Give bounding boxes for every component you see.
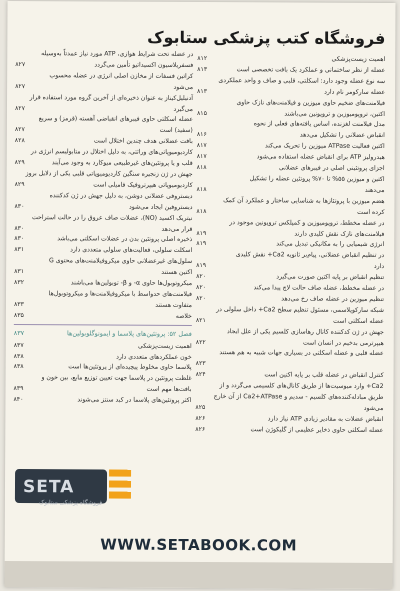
toc-entry-text: کراتین فسفات از مخازن اصلی انرژی در عضله محسوب: [49, 72, 194, 80]
toc-entry-text: هیدرولیز ATP برای انقباض عضله استفاده می‌شود: [256, 153, 385, 162]
toc-entry-page: ۸۳۹: [13, 385, 24, 393]
toc-entry-text: هضم میوزین با پروتئازها به شناسایی ساختار و عملکرد آن کمک: [223, 196, 385, 205]
store-title: فروشگاه کتب پزشکی ستابوک: [147, 27, 386, 48]
toc-entry-text: فیلامنت‌های ضخیم حاوی میوزین و فیلامنت‌های نازک حاوی: [236, 98, 386, 107]
toc-entry-text: بافت عضلانی هدف چندین اختلال است: [93, 137, 193, 146]
toc-entry-page: ۸۱۶: [196, 131, 207, 139]
toc-left-top: [14, 49, 193, 323]
toc-entry-text: خلاصه: [175, 312, 192, 320]
toc-entry: [13, 395, 191, 407]
toc-entry-text: اهمیت زیست‌پزشکی: [138, 342, 192, 350]
toc-entry-page: ۸۲۱: [195, 316, 206, 324]
toc-entry-page: ۸۱۹: [196, 262, 207, 270]
toc-entry-page: ۸۱۵: [196, 109, 207, 117]
toc-entry-text: (سفید) است: [159, 127, 193, 135]
toc-entry-page: ۸۲۹: [14, 180, 25, 188]
toc-entry-page: ۸۴۰: [13, 396, 24, 404]
toc-entry-text: انقباض عضلات به مقادیر زیادی ATP نیاز دارد: [267, 415, 384, 423]
chapter-page: ۸۳۷: [13, 328, 25, 337]
toc-entry-text: اکتین و میوزین ۵۵% تا ۷۰% پروتئین عضله را تشکیل: [249, 175, 385, 183]
logo-text: SETA: [22, 477, 75, 498]
toc-entry-text: اهمیت زیست‌پزشکی: [331, 55, 386, 63]
toc-entry-text: غلظت پروتئین در پلاسما جهت تعیین توزیع مایع، بین خون و: [41, 374, 192, 383]
toc-entry-text: در تنظیم انقباض عضلانی، پیام‌بر ثانویه Ca2+ نقش کلیدی: [235, 251, 385, 260]
toc-entry-page: ۸۲۰: [196, 284, 207, 292]
toc-entry-text: جهش در ژن زنجیره سنگین کاردیومیوپاتی قلبی یکی از دلایل بروز: [25, 170, 193, 178]
toc-entry-page: ۸۳۵: [13, 311, 24, 319]
toc-entry-text: جهش در ژن کدکننده کانال رهاسازی کلسیم یکی از علل ایجاد: [226, 327, 384, 336]
toc-entry-text: خون عملکردهای متعددی دارد: [116, 353, 192, 361]
toc-entry-text: سلول‌های غیرعضلانی حاوی میکروفیلامنت‌های محتوی G: [48, 257, 193, 266]
toc-entry-page: ۸۲۵: [195, 403, 206, 412]
toc-entry-text: می‌شود: [363, 404, 384, 412]
toc-entry-text: می‌گیرد: [173, 105, 193, 113]
toc-entry-page: ۸۲۷: [14, 126, 25, 134]
seta-logo: [15, 465, 139, 510]
toc-entry-page: ۸۲۷: [15, 82, 26, 90]
toc-entry-text: می‌دهند: [364, 186, 385, 194]
toc-entry-text: طریق مبادله‌کننده‌های کلسیم - سدیم و Ca2+ATPase از آن خارج: [213, 393, 384, 402]
toc-entry-text: میکروتوبول‌ها حاوی α- و β- توبولین‌ها می‌باشند: [70, 279, 193, 287]
toc-entry-page: ۸۲۳: [195, 360, 206, 368]
toc-entry-page: ۸۱۳: [197, 87, 208, 95]
toc-entry-page: ۸۲۶: [195, 425, 206, 433]
footer-band: [4, 561, 392, 589]
toc-entry-page: ۸۳۳: [13, 300, 24, 308]
toc-entry-page: ۸۲۰: [195, 294, 206, 302]
toc-entry-text: سه نوع عضله وجود دارد: اسکلتی، قلبی و صاف و واحد عملکردی: [218, 76, 386, 85]
toc-entry-page: ۸۱۲: [197, 54, 208, 63]
toc-entry-page: ۸۳۱: [14, 246, 25, 254]
toc-entry-text: دیستروفین ایجاد می‌شود: [129, 203, 193, 211]
website-url: WWW.SETABOOK.COM: [100, 535, 298, 555]
toc-entry-text: نیتریک اکسید (NO)، عضلات صاف عروق را در حالت استراحت: [31, 213, 193, 222]
toc-entry-page: ۸۱۸: [196, 164, 207, 172]
toc-entry-text: می‌شود: [173, 83, 194, 91]
toc-entry-page: ۸۲۹: [14, 159, 25, 167]
toc-entry-text: انقباض عضلانی را تشکیل می‌دهد: [299, 131, 385, 140]
toc-entry-text: فسفریلاسیون اکسیداتیو تأمین می‌گردد: [94, 61, 194, 69]
toc-entry-text: اسکلت سلولی، فعالیت‌های سلولی متعددی دارد: [70, 246, 193, 255]
toc-entry-text: در عضله مخطط، عضله صاف حالت لاچ پیدا می‌کند: [253, 284, 385, 292]
toc-entry-text: متفاوت هستند: [155, 301, 192, 309]
toc-entry-page: ۸۳۰: [14, 235, 25, 243]
toc-entry-page: ۸۲۶: [195, 414, 206, 422]
toc-entry-page: ۸۱۸: [196, 207, 207, 215]
toc-entry-text: دیستروفی عضلانی دوشن، به دلیل جهش در ژن کدکننده: [49, 191, 193, 200]
toc-entry-page: ۸۳۷: [13, 341, 24, 349]
toc-entry-page: ۸۳۸: [13, 363, 24, 371]
toc-left-bottom: [13, 341, 191, 407]
toc-entry-text: عضله از نظر ساختمانی و عملکرد یک بافت تخصصی است: [236, 66, 386, 74]
toc-entry-text: تنظیم انقباض بر پایه اکتین صورت می‌گیرد: [276, 273, 385, 282]
toc-entry-text: کاردیومیوپاتی هیپرتروفیک فامیلی است: [93, 181, 193, 189]
toc-entry-page: ۸۲۷: [14, 104, 25, 112]
toc-entry-page: ۸۳۲: [14, 279, 25, 287]
toc-entry-page: ۸۲۰: [196, 273, 207, 281]
toc-entry-text: عضله اسکلتی حاوی فیبرهای انقباضی آهسته (قرمز) و سریع: [38, 115, 193, 124]
toc-entry-text: قلب و یا پروتئین‌های غیرطبیعی میوکارد به وجود می‌آیند: [51, 159, 193, 168]
toc-entry-text: آدنیلیل‌کیناز به عنوان ذخیره‌ای از آخرین گروه مورد استفاده قرار: [29, 93, 194, 102]
toc-entry-text: فیلامنت‌های حدواسط با میکروفیلامنت‌ها و میکروتوبول‌ها: [48, 290, 193, 298]
toc-entry-text: [210, 359, 384, 371]
toc-entry-page: ۸۲۲: [195, 338, 206, 346]
toc-entry-text: دارد: [373, 263, 385, 271]
toc-entry-page: ۸۲۷: [15, 60, 26, 68]
toc-entry-text: در عضله مخطط، تروپومیوزین و کمپلکس تروپونین موجود در: [229, 218, 385, 227]
toc-entry-text: کاردیومیوپاتی‌های وراثتی، به دلیل اختلال در متابولیسم انرژی در: [30, 148, 193, 157]
logo-mark-icon: [107, 466, 135, 506]
toc-entry-text: اجزای پروتئینی اصلی در فیبرهای عضلانی: [279, 164, 385, 173]
toc-entry-text: مدل فیلامنت لغزنده، اساس یافته‌های فعلی از نحوه: [253, 120, 385, 129]
toc-entry-text: در عضله تحت شرایط هوازی، ATP مورد نیاز عمدتاً به‌وسیله: [41, 50, 194, 58]
toc-entry-page: ۸۱۹: [196, 229, 207, 237]
toc-entry-text: اکتین هستند: [161, 268, 193, 277]
toc-entry: [195, 425, 383, 437]
toc-entry-page: ۸۱۷: [196, 142, 207, 150]
toc-left-column: [13, 49, 193, 407]
toc-entry-text: عضله اسکلتی حاوی ذخایر عظیمی از گلیکوژن است: [250, 426, 384, 434]
toc-entry-page: ۸۲۸: [14, 137, 25, 145]
toc-entry: [14, 311, 192, 323]
toc-entry-text: عضله اسکلتی است: [333, 317, 384, 325]
toc-entry-page: ۸۱۳: [197, 65, 208, 73]
logo-badge: [15, 469, 107, 507]
toc-entry-text: کنترل انقباض در عضله قلب بر پایه اکتین است: [264, 371, 384, 380]
toc-entry-page: ۸۱۷: [196, 153, 207, 161]
toc-entry-page: ۸۳۰: [14, 202, 25, 210]
toc-entry-text: بافت‌ها مهم است: [146, 386, 192, 394]
toc-entry-page: ۸۱۹: [196, 240, 207, 248]
toc-entry-text: تنظیم میوزین در عضله صاف رخ می‌دهد: [281, 295, 384, 303]
toc-entry-page: ۸۱۸: [196, 185, 207, 193]
toc-entry-text: عضله قلبی و عضله اسکلتی در بسیاری جهات شبیه به هم هستند: [219, 349, 384, 358]
toc-entry-text: قرار می‌دهد: [161, 225, 193, 233]
toc-entry-text: هیپرترمی بدخیم در انسان است: [302, 339, 384, 347]
book-page: [4, 1, 395, 589]
toc-entry-page: ۸۲۴: [195, 371, 206, 379]
toc-entry-page: ۸۳۱: [14, 268, 25, 276]
toc-entry-text: اکتین فعالیت ATPase میوزین را تحریک می‌کند: [264, 142, 385, 151]
toc-entry-text: ذخیره اصلی پروتئین بدن در عضلات اسکلتی می‌باشد: [57, 235, 193, 244]
toc-entry-text: شبکه سارکوپلاسمی، مسئول تنظیم سطح Ca2+ داخل سلولی در: [216, 305, 384, 314]
toc-entry-text: کرده است: [357, 208, 385, 216]
toc-right-column: [195, 54, 385, 437]
toc-entry-page: ۸۳۰: [14, 224, 25, 232]
toc-entry-text: عضله سارکومر نام دارد: [324, 88, 386, 96]
toc-entry-text: اکتین، تروپومیوزین و تروپونین می‌باشند: [284, 109, 385, 118]
toc-entry-text: انرژی شیمیایی را به مکانیکی تبدیل می‌کند: [276, 240, 385, 249]
chapter-title: فصل ۵۲: پروتئین‌های پلاسما و ایمونوگلوبولین‌ها: [67, 328, 192, 338]
toc-entry-text: فیلامنت‌های نازک نقش کلیدی دارند: [294, 229, 385, 238]
toc-entry-text: پلاسما حاوی مخلوط پیچیده‌ای از پروتئین‌ها است: [68, 363, 192, 372]
toc-entry-text: اکثر پروتئین‌های پلاسما در کبد سنتز می‌شوند: [77, 396, 192, 405]
toc-entry-page: ۸۳۸: [13, 352, 24, 360]
logo-subtitle: فروشگاه پزشکی ستابوک: [38, 499, 103, 507]
chapter-heading: [14, 328, 192, 340]
toc-entry-text: Ca2+ وارد میوسیت‌ها از طریق کانال‌های کلسیمی می‌گردد و از: [219, 382, 384, 391]
chapter-divider: [14, 324, 192, 326]
